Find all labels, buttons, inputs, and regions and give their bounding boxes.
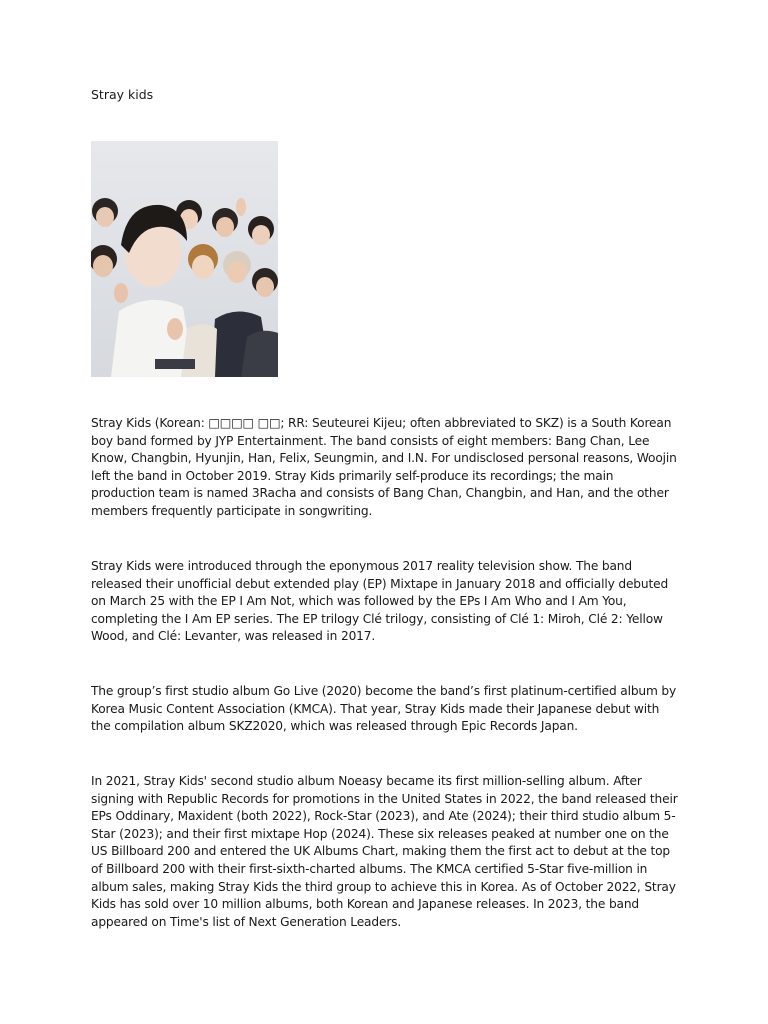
paragraph-first-album: The group’s first studio album Go Live (2020) become the band’s first platinum-certified album by Korea Music Content Association (KMCA). That year, Stray Kids made their Japanese debut with the compilation album SKZ2020, which was released through Epic Records Japan.: [91, 684, 677, 734]
paragraph-intro: Stray Kids (Korean: □□□□ □□; RR: Seuteurei Kijeu; often abbreviated to SKZ) is a South Korean boy band formed by JYP Entertainment. The band consists of eight members: Bang Chan, Lee Know, Changbin, Hyunjin, Han, Felix, Seungmin, and I.N. For undisclosed personal reasons, Woojin left the band in October 2019. Stray Kids primarily self-produce its recordings; the main production team is named 3Racha and consists of Bang Chan, Changbin, and Han, and the other members frequently participate in songwriting.: [91, 416, 677, 518]
paragraph-success: In 2021, Stray Kids' second studio album Noeasy became its first million-selling album. After signing with Republic Records for promotions in the United States in 2022, the band released their EPs Oddinary, Maxident (both 2022), Rock-Star (2023), and Ate (2024); their third studio album 5-Star (2023); and their first mixtape Hop (2024). These six releases peaked at number one on the US Billboard 200 and entered the UK Albums Chart, making them the first act to debut at the top of Billboard 200 with their first-sixth-charted albums. The KMCA certified 5-Star five-million in album sales, making Stray Kids the third group to achieve this in Korea. As of October 2022, Stray Kids has sold over 10 million albums, both Korean and Japanese releases. In 2023, the band appeared on Time's list of Next Generation Leaders.: [91, 774, 678, 929]
document-title: Stray kids: [91, 87, 154, 102]
paragraph-debut: Stray Kids were introduced through the eponymous 2017 reality television show. The band released their unofficial debut extended play (EP) Mixtape in January 2018 and officially debuted on March 25 with the EP I Am Not, which was followed by the EPs I Am Who and I Am You, completing the I Am EP series. The EP trilogy Clé trilogy, consisting of Clé 1: Miroh, Clé 2: Yellow Wood, and Clé: Levanter, was released in 2017.: [91, 559, 669, 644]
group-photo: [91, 141, 278, 377]
group-selfie-image: [91, 141, 278, 377]
